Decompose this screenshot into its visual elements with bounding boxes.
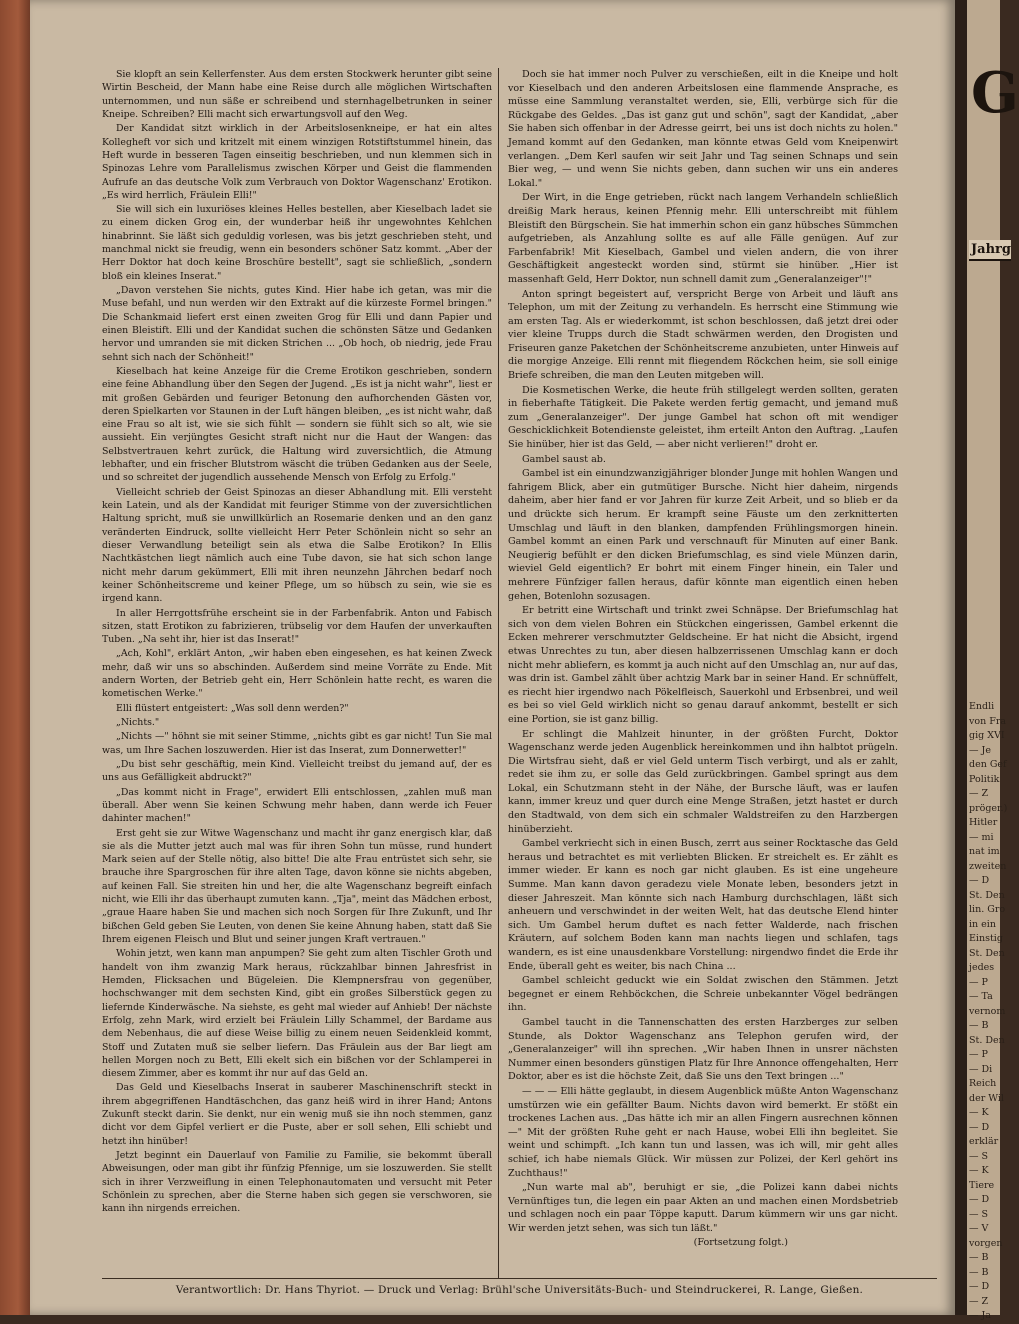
paragraph: Kieselbach hat keine Anzeige für die Creme Erotikon geschrieben, sondern eine feine Abhandlung über den Segen der Jugend. „Es ist ja nicht wahr", liest er mit großen Gebärden und feuriger Betonung den aufhorchenden Gästen vor, deren Spielkarten vor Staunen in der Luft hängen bleiben, „es ist nicht wahr, daß eine Frau so alt ist, wie sie sich fühlt — sondern sie fühlt sich so alt, wie sie aussieht. Ein verjüngtes Gesicht straft nicht nur die Haut der Wangen: das Selbstvertrauen kehrt zurück, die Haltung wird zuversichtlich, die Atmung lebhafter, und ein frischer Blutstrom wäscht die trüben Gedanken aus der Seele, und so schreitet der jugendlich aussehende Mensch von Erfolg zu Erfolg." (102, 365, 492, 484)
adjacent-text-fragment: nat im (969, 846, 1000, 857)
adjacent-text-fragment: St. Den (969, 947, 1005, 959)
adjacent-text-fragment: den Gef (969, 759, 1007, 770)
adjacent-text-fragment: — V (969, 1223, 989, 1234)
adjacent-text-fragment: lin. Gro (969, 904, 1006, 915)
adjacent-text-fragment: — mi (969, 831, 994, 843)
paragraph: „Nichts —" höhnt sie mit seiner Stimme, „nichts gibt es gar nicht! Tun Sie mal was, um Ihre Sachen loszuwerden. Hier ist das Inserat, zum Donnerwetter!" (102, 731, 492, 756)
paragraph: Die Kosmetischen Werke, die heute früh stillgelegt werden sollten, geraten in fieberhafte Tätigkeit. Die Pakete werden fertig gemacht, und jemand muß zum „Generalanzeiger". Der junge Gambel hat schon oft mit wendiger Geschicklichkeit Botendienste geleistet, ihm erteilt Anton den Auftrag. „Laufen Sie hinüber, hier ist das Geld, — aber nicht verlieren!" droht er. (508, 384, 898, 451)
adjacent-text-fragment: Tiere (969, 1179, 995, 1191)
paragraph: Sie klopft an sein Kellerfenster. Aus dem ersten Stockwerk herunter gibt seine Wirtin Bescheid, der Mann habe eine Reise durch alle möglichen Wirtschaften unternommen, und nun säße er schreibend und sternhagelbetrunken in seiner Kneipe. Schreiben? Elli macht sich erwartungsvoll auf den Weg. (102, 69, 492, 120)
adjacent-text-fragment: — K (969, 1165, 989, 1176)
adjacent-text-fragment: in ein (969, 918, 996, 930)
paragraph: Der Kandidat sitzt wirklich in der Arbeitslosenkneipe, er hat ein altes Kollegheft vor sich und kritzelt mit einem winzigen Rotstiftstummel hinein, das Heft wurde in besseren Tagen einseitig beschrieben, und nun klemmen sich in Spinozas Lehre vom Parallelismus zwischen Körper und Geist die flammenden Aufrufe an das deutsche Volk zum Verbrauch von Doktor Wagenschanz' Erotikon. „Es wird herrlich, Fräulein Elli!" (102, 123, 492, 201)
paragraph: Er betritt eine Wirtschaft und trinkt zwei Schnäpse. Der Briefumschlag hat sich von dem vielen Bohren ein Stückchen eingerissen, Gambel erkennt die Ecken mehrerer verschmutzter Geldscheine. Er hat nicht die Absicht, irgend etwas Unrechtes zu tun, aber diesen halbzerrissenen Umschlag kann er doch nicht mehr abliefern, es kommt ja auch nicht auf den Umschlag an, nur auf das, was drin ist. Gambel zählt über achtzig Mark bar in seiner Hand. Er schnüffelt, es riecht hier irgendwo nach Pökelfleisch, Sauerkohl und Erbsenbrei, und weil es bei so viel Geld wirklich nicht so genau darauf ankommt, bestellt er sich eine Portion, sie ist ganz billig. (508, 605, 898, 725)
adjacent-text-fragment: — D (969, 875, 990, 886)
adjacent-text-fragment: von Fra (969, 715, 1007, 727)
adjacent-text-fragment: Einstig (969, 933, 1003, 944)
paragraph: Wohin jetzt, wen kann man anpumpen? Sie geht zum alten Tischler Groth und handelt von ihm zwanzig Mark heraus, rückzahlbar binnen Jahresfrist in Hemden, Flicksachen und Bügeleien. Die Klempnersfrau von gegenüber, hochschwanger mit dem sechsten Kind, gibt ein großes Silberstück gegen zu liefernde Kinderwäsche. Na siehste, es geht mal wieder auf Anhieb! Der nächste Erfolg, zehn Mark, wird erzielt bei Fräulein Lilly Schammel, der Bardame aus dem Nebenhaus, die auf diese Weise billig zu einem neuen Seidenkleid kommt, Stoff und Zutaten muß sie selber liefern. Das Fräulein aus der Bar liegt am hellen Morgen noch zu Bett, Elli ekelt sich ein bißchen vor der Schlamperei in diesem Zimmer, aber es kommt ihr nur auf das Geld an. (102, 948, 492, 1080)
paragraph: Der Wirt, in die Enge getrieben, rückt nach langem Verhandeln schließlich dreißig Mark heraus, keinen Pfennig mehr. Elli unterschreibt mit fühlem Bleistift den Bürgschein. Sie hat immerhin schon ein ganz hübsches Sümmchen aufgetrieben, als Anzahlung sollte es auf alle Fälle genügen. Auf zur Farbenfabrik! Mit Kieselbach, Gambel und vielen andern, die von ihrer Geschäftigkeit angesteckt worden sind, stürmt sie hinüber. „Hier ist massenhaft Geld, Herr Doktor, nun schnell damit zum „Generalanzeiger"!" (508, 192, 898, 285)
column-divider (498, 68, 499, 1278)
adjacent-text-fragment: — D (969, 1121, 990, 1133)
adjacent-text-fragment: zweiten (969, 860, 1007, 872)
adjacent-text-fragment: pröger.) (969, 802, 1008, 814)
adjacent-text-fragment: vorgen (969, 1237, 1003, 1249)
paragraph: Gambel schleicht geduckt wie ein Soldat zwischen den Stämmen. Jetzt begegnet er einem Rehböckchen, die Schreie unbekannter Vögel bedrängen ihn. (508, 975, 898, 1014)
adjacent-text-fragment: jedes (969, 962, 995, 973)
paragraph: „Du bist sehr geschäftig, mein Kind. Vielleicht treibst du jemand auf, der es uns aus Gefälligkeit abdruckt?" (102, 758, 492, 784)
adjacent-text-fragment: der Wil (969, 1092, 1004, 1104)
adjacent-text-fragment: — S (969, 1208, 989, 1220)
adjacent-text-fragment: — P (969, 1049, 988, 1060)
adjacent-text-fragment: — P (969, 976, 988, 988)
adjacent-text-fragment: — Je (969, 744, 991, 756)
paragraph: „Nichts." (116, 717, 160, 728)
paragraph: Gambel taucht in die Tannenschatten des ersten Harzberges zur selben Stunde, als Doktor Wagenschanz ans Telephon gerufen wird, der „Generalanzeiger" will ihn sprechen. „Wir haben Ihnen in unsrer nächsten Nummer einen besonders günstigen Platz für Ihre Annonce offengehalten, Herr Doktor, aber es ist die höchste Zeit, daß Sie uns den Text bringen ..." (508, 1016, 898, 1083)
adjacent-text-fragment: St. Den (969, 889, 1005, 901)
adjacent-text-fragment: — D (969, 1194, 990, 1205)
paragraph: Vielleicht schrieb der Geist Spinozas an dieser Abhandlung mit. Elli versteht kein Latein, und als der Kandidat mit feuriger Stimme von der zuversichtlichen Haltung spricht, muß sie unwillkürlich an Rosemarie denken und an den ganz veränderten Eindruck, sollte vielleicht Herr Peter Schönlein nicht so sehr an dieser Verwandlung beteiligt sein als etwa die Salbe Erotikon? In Ellis Nachtkästchen liegt nämlich auch eine Tube davon, sie hat sich schon lange nicht mehr darum gekümmert, Elli mit ihren neunzehn Jährchen bedarf noch keiner Schönheitscreme und keiner Pflege, um so hübsch zu sein, wie sie es irgend kann. (102, 486, 492, 605)
adjacent-text-fragment: — S (969, 1150, 989, 1162)
footer-rule (102, 1278, 937, 1279)
adjacent-text-fragment: — Z (969, 1295, 989, 1307)
paragraph: In aller Herrgottsfrühe erscheint sie in der Farbenfabrik. Anton und Fabisch sitzen, statt Erotikon zu fabrizieren, trübselig vor dem Haufen der unverkauften Tuben. „Na seht ihr, hier ist das Inserat!" (102, 607, 492, 646)
imprint-footer: Verantwortlich: Dr. Hans Thyriot. — Druck und Verlag: Brühl'sche Universitäts-Buch- und Steindruckerei, R. Lange, Gießen. (175, 1284, 864, 1296)
adjacent-text-fragment: — Di (969, 1063, 993, 1075)
continuation-note: (Fortsetzung folgt.) (693, 1237, 788, 1249)
adjacent-text-fragment: Politik (969, 773, 1000, 785)
paragraph: Anton springt begeistert auf, verspricht Berge von Arbeit und läuft ans Telephon, um mit der Zeitung zu verhandeln. Es herrscht eine Stimmung wie am ersten Tag. Als er wiederkommt, ist schon beschlossen, daß jetzt drei oder vier kleine Trupps durch die Stadt schwärmen werden, den Drogisten und Friseuren ganze Paketchen der Schönheitscreme anzubieten, unter Hinweis auf die morgige Anzeige. Elli rennt mit fliegendem Röckchen heim, sie soll einige Briefe schreiben, die man den Leuten mitgeben will. (508, 288, 898, 382)
adjacent-text-fragment: vernom (969, 1005, 1006, 1017)
adjacent-text-fragment: — Ja (969, 1310, 991, 1321)
adjacent-text-fragment: — B (969, 1252, 989, 1263)
adjacent-heading: Jahrg (969, 240, 1011, 261)
book-spine (0, 0, 30, 1315)
binding-gutter (955, 0, 967, 1315)
adjacent-text-fragment: Reich (969, 1078, 997, 1089)
paragraph: Sie will sich ein luxuriöses kleines Helles bestellen, aber Kieselbach ladet sie zu einem dicken Grog ein, der wunderbar heiß ihr ungewohntes Kehlchen hinabrinnt. Sie läßt sich geduldig vorlesen, was bis jetzt geschrieben steht, und manchmal nickt sie freudig, wenn ein besonders schöner Satz kommt. „Aber der Herr Doktor hat doch keine Broschüre bestellt", sagt sie schließlich, „sondern bloß ein kleines Inserat." (102, 204, 492, 282)
adjacent-masthead: G (971, 60, 1019, 126)
paragraph: „Ach, Kohl", erklärt Anton, „wir haben eben eingesehen, es hat keinen Zweck mehr, daß wir uns so abschinden. Außerdem sind meine Vorräte zu Ende. Mit andern Worten, der Betrieb geht ein, Herr Schönlein hatte recht, es waren die kometischen Werke." (102, 648, 492, 700)
adjacent-text-fragment: — D (969, 1281, 990, 1292)
paragraph: Gambel verkriecht sich in einen Busch, zerrt aus seiner Rocktasche das Geld heraus und betrachtet es mit verliebten Blicken. Er streichelt es. Er zählt es immer wieder. Er kann es noch gar nicht glauben. Es ist eine ungeheure Summe. Man kann davon geradezu viele Monate leben, besonders jetzt in dieser Jahreszeit. Man könnte sich nach Hamburg durchschlagen, läßt sich anheuern und verschwindet in der weiten Welt, hat das deutsche Elend hinter sich. Um Gambel herum duftet es nach fetter Walderde, nach frischen Kräutern, auf solchem Boden kann man nachts liegen und schlafen, tags wandern, es ist eine unausdenkbare Vorstellung: nirgendwo findet die Erde ihr Ende, überall geht es weiter, bis nach China ... (508, 838, 898, 972)
adjacent-text-fragment: Hitler (969, 817, 998, 828)
paragraph: Gambel saust ab. (522, 453, 606, 465)
adjacent-text-fragment: — Z (969, 788, 989, 799)
left-column (102, 68, 492, 1217)
right-column (508, 68, 898, 1251)
adjacent-text-fragment: — K (969, 1107, 989, 1118)
paragraph: Das Geld und Kieselbachs Inserat in sauberer Maschinenschrift steckt in ihrem abgegriffenen Handtäschchen, das ganz heiß wird in ihrer Hand; Antons Zukunft steckt darin. Sie denkt, nur ein wenig muß sie ihn noch stemmen, ganz dicht vor dem Gipfel verliert er die Puste, aber er soll sehen, Elli schiebt und hetzt ihn hinüber! (102, 1082, 492, 1147)
adjacent-text-fragment: gig XVI (969, 730, 1005, 741)
adjacent-text-fragment: — B (969, 1020, 989, 1031)
paragraph: — — — Elli hätte geglaubt, in diesem Augenblick müßte Anton Wagenschanz umstürzen wie ein gefällter Baum. Nichts davon wird bemerkt. Er stößt ein trockenes Lachen aus. „Das hätte ich mir an allen Fingern ausrechnen können —" Mit der größten Ruhe geht er nach Hause, wobei Elli ihn begleitet. Sie weint und schimpft. „Ich kann tun und lassen, was ich will, mir geht alles schief, ich habe niemals Glück. Wir müssen zur Polizei, der Kerl gehört ins Zuchthaus!" (508, 1085, 898, 1179)
adjacent-text-fragment: — Ta (969, 991, 993, 1002)
adjacent-text-fragment: St. Den (969, 1034, 1005, 1046)
paragraph: Gambel ist ein einundzwanzigjähriger blonder Junge mit hohlen Wangen und fahrigem Blick, aber ein gutmütiger Bursche. Nicht hier daheim, nirgends daheim, aber hier fand er vor Jahren für kurze Zeit Arbeit, und so blieb er da und drückte sich herum. Er krampft seine Fäuste um den zerknitterten Umschlag und läuft in den blanken, dampfenden Frühlingsmorgen hinein. Gambel kommt an einen Park und verschnauft für Minuten auf einer Bank. Neugierig befühlt er den dicken Briefumschlag, es sind viele Münzen darin, wieviel Geld eigentlich? Er bohrt mit einem Finger hinein, ein Taler und mehrere Fünfziger fallen heraus, dafür könnte man eigentlich einen heben gehen, Botenlohn sozusagen. (508, 468, 898, 602)
paragraph: Er schlingt die Mahlzeit hinunter, in der größten Furcht, Doktor Wagenschanz werde jeden Augenblick hereinkommen und ihn halbtot prügeln. Die Wirtsfrau sieht, daß er viel Geld unterm Tisch verbirgt, und als er zahlt, redet sie ihm zu, er solle das Geld zurückbringen. Gambel springt aus dem Lokal, ein Schutzmann steht in der Nähe, der Bursche läuft, was er laufen kann, immer kreuz und quer durch eine Menge Straßen, jetzt hastet er durch den Stadtwald, von dem sich ein schmaler Waldstreifen zu den Harzbergen hinüberzieht. (508, 728, 898, 835)
paragraph: „Das kommt nicht in Frage", erwidert Elli entschlossen, „zahlen muß man überall. Aber wenn Sie keinen Schwung mehr haben, dann werde ich Feuer dahinter machen!" (102, 786, 492, 825)
paragraph: „Nun warte mal ab", beruhigt er sie, „die Polizei kann dabei nichts Vernünftiges tun, die legen ein paar Akten an und machen einen Mordsbetrieb und schlagen noch ein paar Töppe kaputt. Darum kümmern wir uns gar nicht. Wir werden jetzt sehen, was sich tun läßt." (508, 1182, 898, 1234)
paragraph: Erst geht sie zur Witwe Wagenschanz und macht ihr ganz energisch klar, daß sie als die Mutter jetzt auch mal was für ihren Sohn tun müsse, rund hundert Mark seien auf der Stelle nötig, also bitte! Die alte Frau entrüstet sich sehr, sie brauche ihre Spargroschen für ihre alten Tage, davon könne sie nichts abgeben, auf keinen Fall. Sie streiten hin und her, die alte Wagenschanz begreift einfach nicht, wie Elli ihr das überhaupt zumuten kann. „Tja", meint das Mädchen erbost, „graue Haare haben Sie und machen sich noch Sorgen für Ihre Zukunft, und Ihr bißchen Geld geben Sie Leuten, von denen Sie keine Ahnung haben, statt daß Sie Ihrem eigenen Fleisch und Blut und seiner jungen Kraft vertrauen." (102, 827, 492, 945)
paragraph: „Davon verstehen Sie nichts, gutes Kind. Hier habe ich getan, was mir die Muse befahl, und nun werden wir den Extrakt auf die kürzeste Formel bringen." Die Schankmaid liefert erst einen zweiten Grog für Elli und dann Papier und einen Bleistift. Elli und der Kandidat suchen die schönsten Sätze und Gedanken hervor und umranden sie mit dicken Strichen ... „Ob hoch, ob niedrig, jede Frau sehnt sich nach der Schönheit!" (102, 285, 492, 363)
adjacent-text-fragment: erklär (969, 1136, 999, 1147)
adjacent-text-fragments (969, 700, 1008, 1324)
paragraph: Elli flüstert entgeistert: „Was soll denn werden?" (116, 702, 349, 714)
adjacent-page (967, 0, 1019, 1321)
adjacent-text-fragment: — B (969, 1266, 989, 1278)
paragraph: Doch sie hat immer noch Pulver zu verschießen, eilt in die Kneipe und holt vor Kieselbach und den anderen Arbeitslosen eine flammende Ansprache, es müsse eine Sammlung veranstaltet werden, sie, Elli, verbürge sich für die Rückgabe des Geldes. „Das ist ganz gut und schön", sagt der Kandidat, „aber Sie haben sich offenbar in der Adresse geirrt, bei uns ist doch nichts zu holen." Jemand kommt auf den Gedanken, man könnte etwas Geld vom Kneipenwirt verlangen. „Dem Kerl saufen wir seit Jahr und Tag seinen Schnaps und sein Bier weg, — und wenn Sie nichts geben, dann suchen wir uns ein anderes Lokal." (508, 69, 898, 189)
adjacent-text-fragment: Endli (969, 701, 995, 712)
paragraph: Jetzt beginnt ein Dauerlauf von Familie zu Familie, sie bekommt überall Abweisungen, oder man gibt ihr fünfzig Pfennige, um sie loszuwerden. Sie stellt sich in ihrer Verzweiflung in einen Telephonautomaten und versucht mit Peter Schönlein zu sprechen, aber die Sterne haben sich gegen sie verschworen, sie kann ihn nirgends erreichen. (102, 1150, 492, 1215)
